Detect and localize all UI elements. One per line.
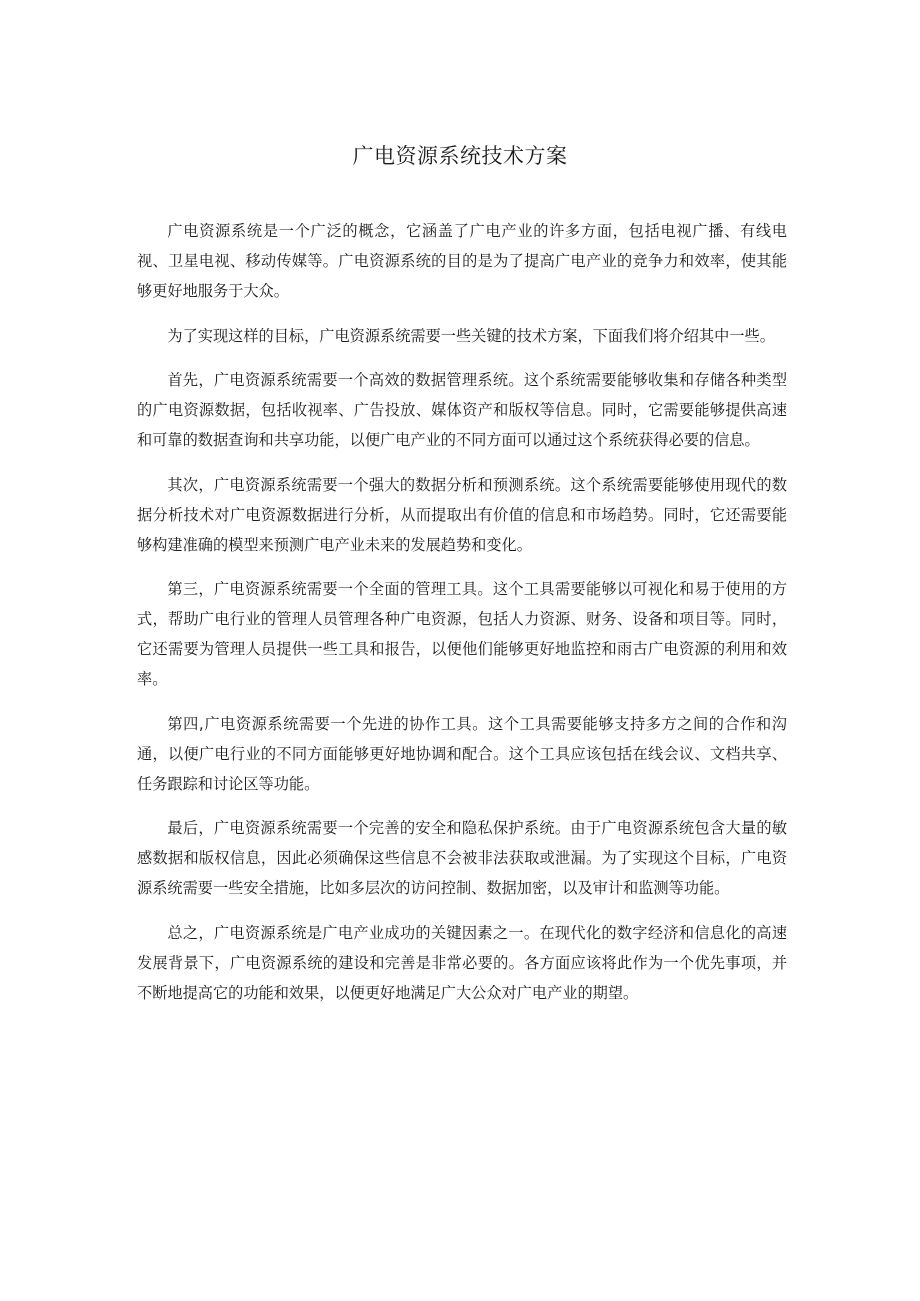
paragraph-management-tool: 第三，广电资源系统需要一个全面的管理工具。这个工具需要能够以可视化和易于使用的方式，帮助广电行业的管理人员管理各种广电资源，包括人力资源、财务、设备和项目等。同时，它还需要为管理人员提供一些工具和报告，以便他们能够更好地监控和雨古广电资源的利用和效率。 — [137, 580, 787, 688]
paragraph-conclusion: 总之，广电资源系统是广电产业成功的关键因素之一。在现代化的数字经济和信息化的高速发展背景下，广电资源系统的建设和完善是非常必要的。各方面应该将此作为一个优先事项，并不断地提高它的功能和效果，以便更好地满足广大公众对广电产业的期望。 — [137, 923, 787, 1002]
document-title: 广电资源系统技术方案 — [352, 144, 568, 168]
paragraph-collaboration-tool: 第四,广电资源系统需要一个先进的协作工具。这个工具需要能够支持多方之间的合作和沟通，以便广电行业的不同方面能够更好地协调和配合。这个工具应该包括在线会议、文档共享、任务跟踪和讨论区等功能。 — [137, 714, 787, 793]
paragraph-goal: 为了实现这样的目标，广电资源系统需要一些关键的技术方案，下面我们将介绍其中一些。 — [167, 326, 775, 345]
paragraph-intro: 广电资源系统是一个广泛的概念，它涵盖了广电产业的许多方面，包括电视广播、有线电视、卫星电视、移动传媒等。广电资源系统的目的是为了提高广电产业的竞争力和效率，使其能够更好地服务于大众。 — [137, 222, 787, 300]
paragraph-security: 最后，广电资源系统需要一个完善的安全和隐私保护系统。由于广电资源系统包含大量的敏感数据和版权信息，因此必须确保这些信息不会被非法获取或泄漏。为了实现这个目标，广电资源系统需要一些安全措施，比如多层次的访问控制、数据加密，以及审计和监测等功能。 — [137, 819, 787, 897]
paragraph-data-analysis: 其次，广电资源系统需要一个强大的数据分析和预测系统。这个系统需要能够使用现代的数据分析技术对广电资源数据进行分析，从而提取出有价值的信息和市场趋势。同时，它还需要能够构建准确的模型来预测广电产业未来的发展趋势和变化。 — [137, 475, 787, 554]
paragraph-data-management: 首先，广电资源系统需要一个高效的数据管理系统。这个系统需要能够收集和存储各种类型的广电资源数据，包括收视率、广告投放、媒体资产和版权等信息。同时，它需要能够提供高速和可靠的数据查询和共享功能，以便广电产业的不同方面可以通过这个系统获得必要的信息。 — [137, 371, 787, 449]
document-body — [137, 216, 787, 1022]
